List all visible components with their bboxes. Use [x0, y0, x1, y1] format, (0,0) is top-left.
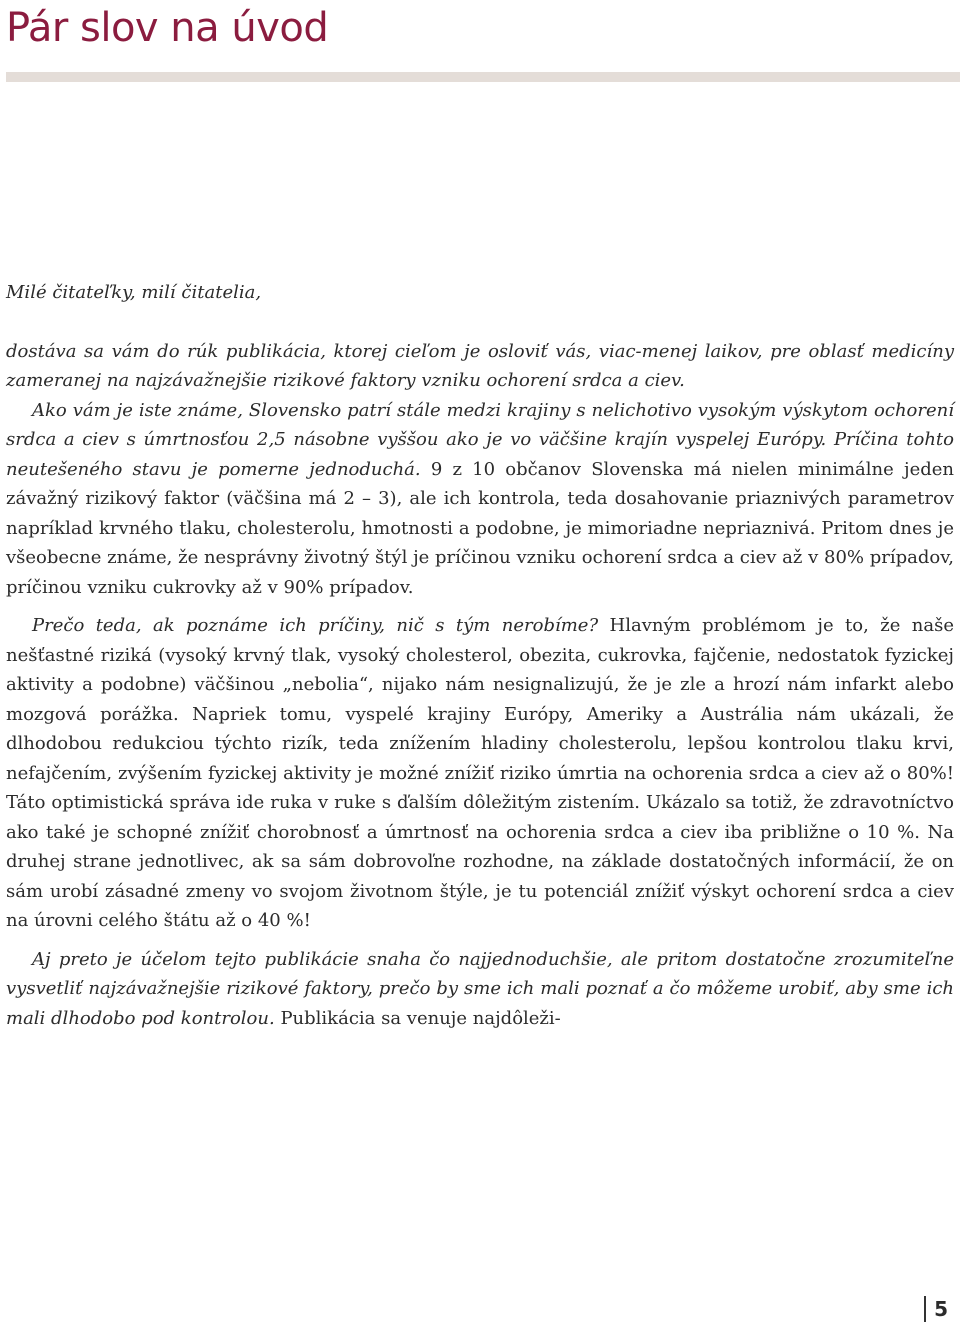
paragraph-situation-italic: Ako vám je iste známe, Slovensko patrí stále medzi krajiny s nelichotivo vysokým výskytom ochorení srdca a ciev s úmrtnosťou 2,5 násobne vyššou ako je vo väčšine krajín vyspelej Európy. Príčina tohto neutešeného stavu je pomerne jednoduchá. [6, 399, 954, 480]
page-number-value: 5 [934, 1297, 948, 1321]
paragraph-why-italic: Prečo teda, ak poznáme ich príčiny, nič s tým nerobíme? [32, 615, 599, 636]
paragraph-purpose-italic: Aj preto je účelom tejto publikácie snaha čo najjednoduchšie, ale pritom dostatočne zrozumiteľne vysvetliť najzávažnejšie rizikové faktory, prečo by sme ich mali poznať a čo môžeme urobiť, aby sme ich mali dlhodobo pod kontrolou. [6, 948, 954, 1029]
paragraph-why [6, 611, 954, 936]
salutation: Milé čitateľky, milí čitatelia, [6, 282, 262, 303]
page-number [924, 1296, 948, 1322]
paragraph-situation-regular: 9 z 10 občanov Slovenska má nielen minimálne jeden závažný rizikový faktor (väčšina má 2 – 3), ale ich kontrola, teda dosahovanie priaznivých parametrov napríklad krvného tlaku, cholesterolu, hmotnosti a podobne, je mimoriadne nepriaznivá. Pritom dnes je všeobecne známe, že nesprávny životný štýl je príčinou vzniku ochorení srdca a ciev až v 80% prípadov, príčinou vzniku cukrovky až v 90% prípadov. [6, 458, 954, 598]
page-number-divider [924, 1296, 926, 1322]
paragraph-intro: dostáva sa vám do rúk publikácia, ktorej cieľom je osloviť vás, viac-menej laikov, pre oblasť medicíny zameranej na najzávažnejšie rizikové faktory vzniku ochorení srdca a ciev. [6, 340, 954, 391]
title-underline-rule [6, 72, 960, 82]
paragraph-why-regular: Hlavným problémom je to, že naše nešťastné riziká (vysoký krvný tlak, vysoký cholesterol, obezita, cukrovka, fajčenie, nedostatok fyzickej aktivity a podobne) väčšinou „nebolia“, nijako nám nesignalizujú, že je zle a hrozí nám infarkt alebo mozgová porážka. Napriek tomu, vyspelé krajiny Európy, Ameriky a Austrália nám ukázali, že dlhodobou redukciou týchto rizík, teda znížením hladiny cholesterolu, lepšou kontrolou tlaku krvi, nefajčením, zvýšením fyzickej aktivity je možné znížiť riziko úmrtia na ochorenia srdca a ciev až o 80%! Táto optimistická správa ide ruka v ruke s ďalším dôležitým zistením. Ukázalo sa totiž, že zdravotníctvo ako také je schopné znížiť chorobnosť a úmrtnosť na ochorenia srdca a ciev iba približne o 10 %. Na druhej strane jednotlivec, ak sa sám dobrovoľne rozhodne, na základe dostatočných informácií, že on sám urobí zásadné zmeny vo svojom životnom štýle, je tu potenciál znížiť výskyt ochorení srdca a ciev na úrovni celého štátu až o 40 %! [6, 615, 955, 931]
page-title: Pár slov na úvod [6, 5, 329, 51]
paragraph-purpose-regular: Publikácia sa venuje najdôleži- [274, 1007, 561, 1029]
article-body [6, 278, 954, 1033]
paragraph-purpose [6, 945, 954, 1034]
paragraph-situation [6, 396, 954, 603]
